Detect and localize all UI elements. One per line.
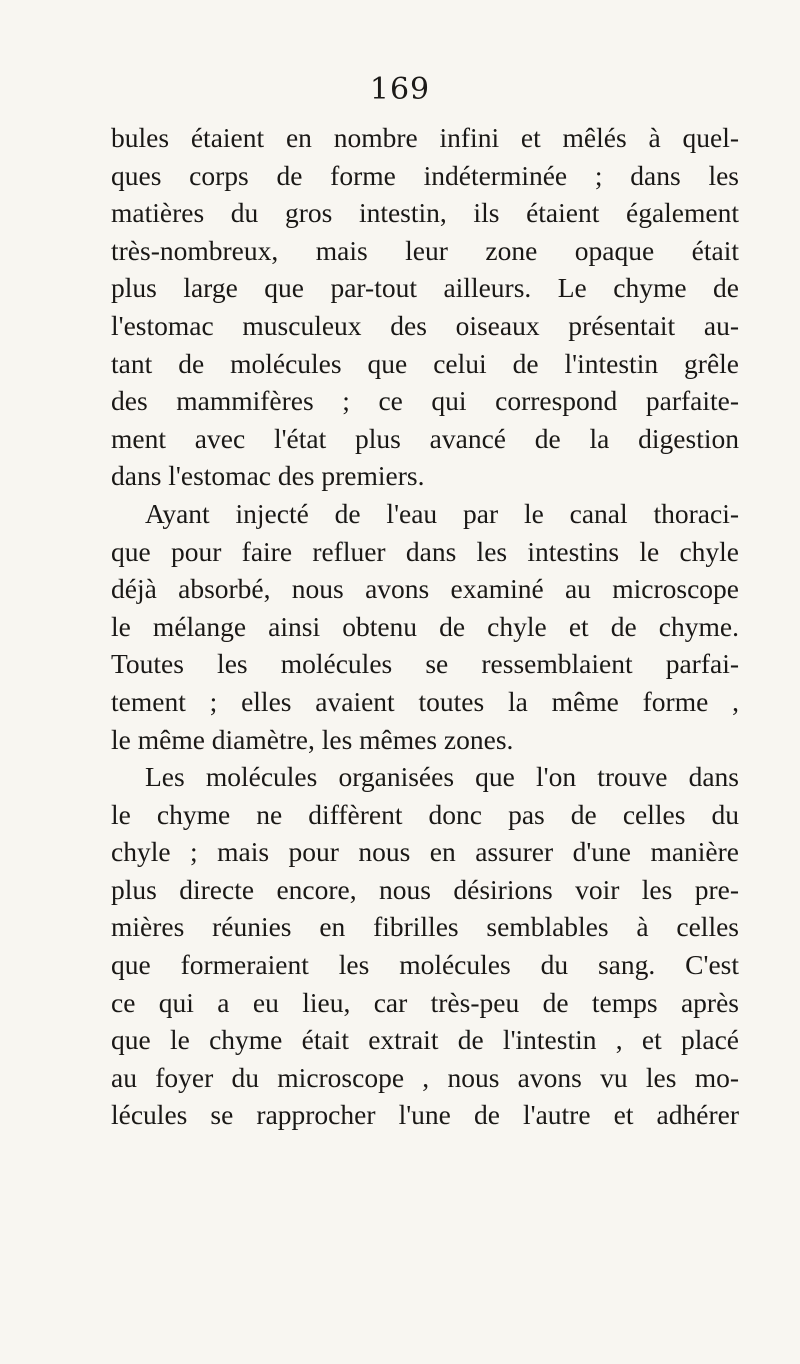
text-line: plus directe encore, nous désirions voir les pre- [111, 873, 739, 905]
text-line: déjà absorbé, nous avons examiné au microscope [111, 573, 739, 605]
text-line: que pour faire refluer dans les intestins le chyle [111, 535, 739, 567]
text-line: ques corps de forme indéterminée ; dans les [111, 159, 739, 191]
text-line: le même diamètre, les mêmes zones. [111, 723, 514, 755]
text-line: des mammifères ; ce qui correspond parfaite- [111, 385, 739, 417]
text-line: dans l'estomac des premiers. [111, 460, 425, 492]
text-line: chyle ; mais pour nous en assurer d'une manière [111, 836, 739, 868]
text-line: que le chyme était extrait de l'intestin , et placé [111, 1024, 739, 1056]
text-line: lécules se rapprocher l'une de l'autre et adhérer [111, 1099, 739, 1131]
text-line: Ayant injecté de l'eau par le canal thoraci- [145, 497, 739, 529]
text-line: très-nombreux, mais leur zone opaque était [111, 234, 739, 266]
text-line: Toutes les molécules se ressemblaient parfai- [111, 648, 739, 680]
text-line: tant de molécules que celui de l'intestin grêle [111, 347, 739, 379]
page-number: 169 [369, 72, 431, 107]
text-line: Les molécules organisées que l'on trouve dans [145, 761, 739, 793]
text-line: au foyer du microscope , nous avons vu les mo- [111, 1061, 739, 1093]
text-line: bules étaient en nombre infini et mêlés à quel- [111, 122, 739, 153]
text-line: le mélange ainsi obtenu de chyle et de chyme. [111, 610, 739, 642]
text-line: tement ; elles avaient toutes la même forme , [111, 685, 739, 717]
text-line: que formeraient les molécules du sang. C'est [111, 949, 739, 981]
text-line: l'estomac musculeux des oiseaux présentait au- [111, 309, 739, 341]
text-line: ment avec l'état plus avancé de la digestion [111, 422, 739, 454]
body-text [111, 119, 739, 1134]
text-line: le chyme ne diffèrent donc pas de celles du [111, 798, 739, 830]
text-line: plus large que par-tout ailleurs. Le chyme de [111, 272, 739, 304]
text-line: ce qui a eu lieu, car très-peu de temps après [111, 986, 739, 1018]
text-line: mières réunies en fibrilles semblables à celles [111, 911, 739, 943]
text-line: matières du gros intestin, ils étaient également [111, 197, 739, 229]
